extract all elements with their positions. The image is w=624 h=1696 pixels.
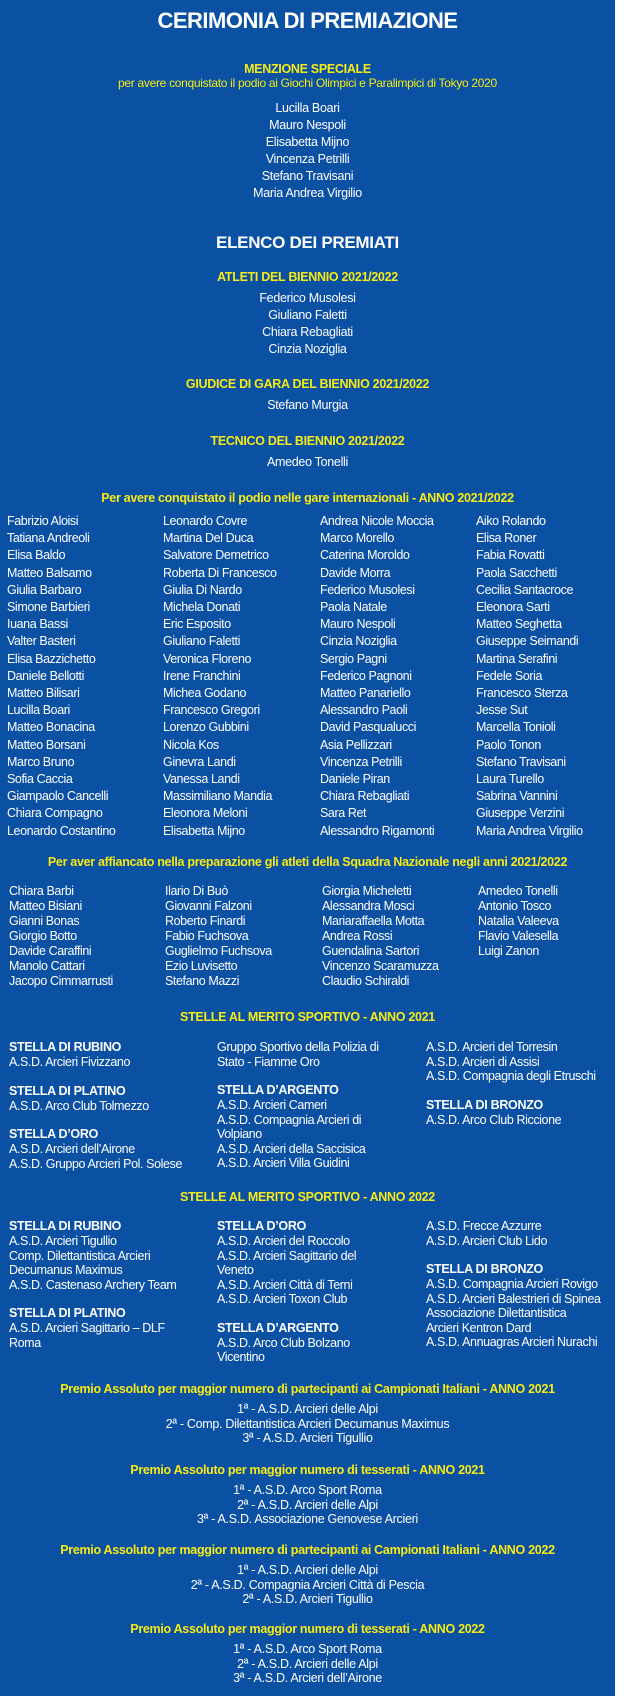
list-item: Alessandra Mosci [322, 899, 415, 913]
award-recipient: A.S.D. Arcieri Villa Guidini [217, 1156, 350, 1170]
list-item: 2ª - A.S.D. Arcieri delle Alpi [237, 1656, 378, 1671]
list-item: Jesse Sut [476, 703, 528, 718]
award-group [9, 1084, 209, 1114]
award-recipient: Gruppo Sportivo della Polizia di [217, 1040, 379, 1054]
list-item: Paolo Tonon [476, 737, 541, 752]
giudice-section [0, 377, 615, 414]
list-item: Matteo Borsani [7, 737, 86, 752]
list-item: Irene Franchini [163, 668, 241, 683]
list-item: Matteo Bilisari [7, 686, 80, 701]
award-recipient: Roma [9, 1335, 41, 1350]
list-item: Elisa Baldo [7, 548, 66, 563]
list-item: Asia Pellizzari [320, 737, 392, 752]
list-item: Giorgia Micheletti [322, 884, 412, 898]
list-item: Jacopo Cimmarrusti [9, 974, 113, 988]
award-title: STELLA DI BRONZO [426, 1262, 543, 1276]
award-recipient: A.S.D. Gruppo Arcieri Pol. Solese [9, 1156, 182, 1171]
list-item: Matteo Seghetta [476, 617, 562, 632]
award-title: STELLA DI RUBINO [9, 1040, 122, 1054]
stelle2021-column [9, 1040, 209, 1171]
list-item: Michea Godano [163, 686, 247, 701]
page-title: CERIMONIA DI PREMIAZIONE [157, 8, 458, 33]
list-item: Francesco Sterza [476, 686, 568, 701]
award-recipient: A.S.D. Arcieri del Roccolo [217, 1234, 350, 1248]
menzione-names [0, 100, 615, 202]
atleti-heading: ATLETI DEL BIENNIO 2021/2022 [217, 270, 398, 284]
affiancato-column [478, 884, 559, 959]
award-recipient: Volpiano [217, 1127, 262, 1141]
list-item: Guglielmo Fuchsova [165, 944, 272, 958]
list-item: Guendalina Sartori [322, 944, 420, 958]
list-item: Maria Andrea Virgilio [253, 186, 362, 200]
award-title: STELLA DI RUBINO [9, 1219, 122, 1233]
list-item: Elisabetta Mijno [265, 135, 350, 149]
premio-items [0, 1642, 615, 1686]
award-title: STELLA D’ORO [9, 1127, 98, 1141]
list-item: Giulia Barbaro [7, 582, 82, 597]
menzione-section [0, 62, 615, 202]
list-item: Lorenzo Gubbini [163, 720, 249, 735]
award-recipient: A.S.D. Arco Club Riccione [426, 1112, 562, 1127]
premio-heading: Premio Assoluto per maggior numero di partecipanti ai Campionati Italiani - ANNO 2021 [60, 1382, 555, 1396]
affiancato-section [0, 855, 615, 869]
list-item: 2ª - A.S.D. Arcieri delle Alpi [237, 1497, 378, 1512]
premio-2022-tesserati [0, 1622, 615, 1686]
stelle2021-column [217, 1040, 417, 1171]
list-item: Elisabetta Mijno [163, 823, 245, 838]
award-group [9, 1219, 209, 1292]
award-title: STELLA D’ORO [217, 1219, 306, 1233]
premio-2021-partecipanti [0, 1382, 615, 1446]
list-item: Davide Caraffini [9, 944, 92, 958]
list-item: Laura Turello [476, 772, 544, 787]
award-recipient: A.S.D. Arcieri della Saccisica [217, 1141, 366, 1156]
list-item: Veronica Floreno [163, 651, 252, 666]
atleti-names [0, 290, 615, 358]
award-recipient: A.S.D. Arco Club Bolzano [217, 1335, 350, 1350]
list-item: Alessandro Paoli [320, 703, 408, 718]
list-item: Ezio Luvisetto [165, 959, 238, 973]
list-item: Massimiliano Mandia [163, 789, 273, 804]
list-item: Fedele Soria [476, 668, 543, 683]
podio-section [0, 491, 615, 505]
list-item: Giuliano Faletti [268, 308, 347, 322]
list-item: Giuseppe Verzini [476, 806, 565, 821]
list-item: Stefano Travisani [261, 169, 354, 183]
list-item: 2ª - A.S.D. Arcieri Tigullio [242, 1592, 373, 1606]
award-recipient: A.S.D. Arcieri Sagittario – DLF [9, 1321, 165, 1335]
award-group [217, 1040, 417, 1069]
list-item: Vanessa Landi [163, 772, 240, 787]
award-recipient: Decumanus Maximus [9, 1263, 123, 1277]
list-item: Claudio Schiraldi [322, 974, 409, 988]
list-item: Flavio Valesella [478, 929, 559, 943]
stelle2021-section [0, 1010, 615, 1024]
award-recipient: A.S.D. Compagnia Arcieri di [217, 1112, 362, 1127]
list-item: Salvatore Demetrico [163, 548, 269, 563]
tecnico-heading: TECNICO DEL BIENNIO 2021/2022 [210, 434, 405, 448]
list-item: Andrea Nicole Moccia [320, 514, 434, 528]
award-recipient: A.S.D. Frecce Azzurre [426, 1219, 542, 1233]
list-item: Sabrina Vannini [476, 789, 558, 804]
list-item: Amedeo Tonelli [478, 884, 558, 898]
list-item: Michela Donati [163, 600, 241, 615]
list-item: Giulia Di Nardo [163, 582, 242, 597]
list-item: Paola Sacchetti [476, 565, 557, 580]
list-item: Giuliano Faletti [163, 634, 240, 649]
list-item: Chiara Rebagliati [262, 325, 353, 339]
award-recipient: A.S.D. Arcieri Cameri [217, 1098, 327, 1112]
podio-column [163, 513, 277, 840]
list-item: Mauro Nespoli [320, 617, 396, 632]
premio-items [0, 1402, 615, 1446]
list-item: Iuana Bassi [7, 617, 68, 632]
list-item: Marco Bruno [7, 754, 75, 769]
list-item: Giovanni Falzoni [165, 899, 252, 913]
list-item: Marcella Tonioli [476, 720, 556, 735]
list-item: Leonardo Costantino [7, 823, 116, 838]
menzione-subtitle: per avere conquistato il podio ai Giochi Olimpici e Paralimpici di Tokyo 2020 [118, 76, 497, 90]
list-item: Valter Basteri [7, 634, 76, 649]
list-item: Matteo Panariello [320, 686, 411, 701]
list-item: Eleonora Meloni [163, 806, 248, 821]
list-item: Amedeo Tonelli [266, 455, 349, 469]
award-recipient: Veneto [217, 1263, 254, 1277]
tecnico-section [0, 434, 615, 471]
award-group [426, 1219, 616, 1248]
stelle2022-column [217, 1219, 417, 1365]
list-item: Vincenzo Scaramuzza [322, 959, 439, 973]
stelle2022-section [0, 1190, 615, 1204]
award-group [426, 1040, 616, 1084]
list-item: Elisa Roner [476, 531, 537, 546]
list-item: Giampaolo Cancelli [7, 789, 109, 804]
award-group [426, 1262, 616, 1350]
list-item: Manolo Cattari [9, 959, 85, 973]
award-recipient: A.S.D. Arcieri del Torresin [426, 1040, 558, 1054]
list-item: Ginevra Landi [163, 754, 236, 769]
list-item: Davide Morra [320, 565, 391, 580]
stelle2022-column [426, 1219, 616, 1350]
award-recipient: A.S.D. Annuagras Arcieri Nurachi [426, 1335, 598, 1349]
award-title: STELLA D’ARGENTO [217, 1320, 339, 1335]
list-item: Daniele Piran [320, 772, 390, 787]
list-item: 3ª - A.S.D. Arcieri dell’Airone [233, 1671, 382, 1685]
stelle2022-column [9, 1219, 209, 1350]
elenco-section [0, 233, 615, 253]
list-item: Aiko Rolando [476, 514, 546, 528]
list-item: Stefano Murgia [267, 398, 348, 412]
award-title: STELLA DI PLATINO [9, 1306, 126, 1320]
list-item: Martina Serafini [476, 651, 558, 666]
list-item: Stefano Travisani [476, 754, 566, 769]
stelle2021-column [426, 1040, 616, 1127]
award-group [217, 1219, 417, 1307]
list-item: Andrea Rossi [322, 929, 393, 943]
list-item: Daniele Bellotti [7, 668, 84, 683]
list-item: Roberta Di Francesco [163, 565, 277, 580]
award-recipient: Arcieri Kentron Dard [426, 1320, 532, 1335]
award-recipient: A.S.D. Arcieri Club Lido [426, 1233, 548, 1248]
giudice-heading: GIUDICE DI GARA DEL BIENNIO 2021/2022 [185, 377, 430, 391]
premio-items [0, 1483, 615, 1527]
list-item: Mariaraffaella Motta [322, 914, 425, 928]
award-group [217, 1083, 417, 1171]
list-item: Francesco Gregori [163, 703, 260, 718]
award-title: STELLA DI PLATINO [9, 1083, 126, 1098]
podio-column [320, 513, 434, 840]
list-item: Matteo Bonacina [7, 720, 95, 735]
atleti-section [0, 270, 615, 358]
list-item: Antonio Tosco [478, 899, 552, 913]
award-recipient: A.S.D. Castenaso Archery Team [9, 1277, 177, 1292]
list-item: Alessandro Rigamonti [320, 823, 435, 838]
list-item: Chiara Barbi [9, 884, 74, 898]
list-item: 1ª - A.S.D. Arco Sport Roma [233, 1642, 382, 1656]
list-item: 1ª - A.S.D. Arcieri delle Alpi [237, 1402, 378, 1416]
list-item: Sara Ret [320, 806, 367, 821]
list-item: Eleonora Sarti [476, 600, 550, 615]
list-item: Fabia Rovatti [476, 548, 545, 563]
list-item: Cecilia Santacroce [476, 582, 574, 597]
podio-heading: Per avere conquistato il podio nelle gare internazionali - ANNO 2021/2022 [101, 491, 514, 505]
list-item: 2ª - Comp. Dilettantistica Arcieri Decumanus Maximus [165, 1416, 450, 1431]
list-item: Matteo Bisiani [9, 899, 82, 913]
award-group [9, 1127, 209, 1171]
award-recipient: A.S.D. Arcieri Tigullio [9, 1234, 117, 1248]
award-recipient: Associazione Dilettantistica [426, 1306, 567, 1320]
list-item: Elisa Bazzichetto [7, 651, 96, 666]
stelle2021-heading: STELLE AL MERITO SPORTIVO - ANNO 2021 [180, 1010, 435, 1024]
stelle2022-heading: STELLE AL MERITO SPORTIVO - ANNO 2022 [180, 1190, 435, 1204]
award-title: STELLA DI BRONZO [426, 1097, 543, 1112]
list-item: 2ª - A.S.D. Compagnia Arcieri Città di Pescia [190, 1577, 425, 1592]
list-item: Caterina Moroldo [320, 548, 410, 563]
list-item: Fabio Fuchsova [165, 929, 249, 943]
list-item: Sergio Pagni [320, 651, 387, 666]
list-item: Vincenza Petrilli [320, 754, 402, 769]
list-item: Lucilla Boari [275, 101, 340, 115]
affiancato-heading: Per aver affiancato nella preparazione gli atleti della Squadra Nazionale negli anni 2021/2022 [47, 855, 568, 869]
award-recipient: Comp. Dilettantistica Arcieri [9, 1248, 151, 1263]
giudice-names [0, 397, 615, 414]
list-item: Gianni Bonas [9, 914, 80, 928]
list-item: Federico Musolesi [320, 582, 415, 597]
list-item: Tatiana Andreoli [7, 531, 90, 546]
list-item: Martina Del Duca [163, 531, 254, 546]
award-recipient: A.S.D. Arcieri Sagittario del [217, 1248, 357, 1263]
premio-items [0, 1563, 615, 1607]
podio-column [7, 513, 115, 840]
tecnico-names [0, 454, 615, 471]
list-item: Ilario Di Buò [165, 884, 228, 898]
premio-heading: Premio Assoluto per maggior numero di tesserati - ANNO 2022 [130, 1622, 485, 1636]
title-section [0, 0, 615, 38]
list-item: Chiara Rebagliati [320, 789, 410, 804]
award-recipient: A.S.D. Arcieri di Assisi [426, 1054, 540, 1069]
list-item: Paola Natale [320, 600, 387, 615]
list-item: Vincenza Petrilli [265, 152, 350, 166]
award-group [217, 1321, 417, 1365]
list-item: Natalia Valeeva [478, 914, 559, 928]
affiancato-column [322, 884, 439, 989]
list-item: Federico Pagnoni [320, 668, 412, 683]
list-item: Simone Barbieri [7, 600, 90, 615]
list-item: Luigi Zanon [478, 944, 539, 958]
list-item: Fabrizio Aloisi [7, 514, 79, 528]
menzione-heading: MENZIONE SPECIALE [244, 62, 371, 76]
award-title: STELLA D’ARGENTO [217, 1083, 339, 1097]
list-item: 1ª - A.S.D. Arcieri delle Alpi [237, 1563, 378, 1577]
award-recipient: Stato - Fiamme Oro [217, 1054, 320, 1069]
list-item: Lucilla Boari [7, 703, 70, 718]
list-item: Chiara Compagno [7, 806, 103, 821]
podio-column [476, 513, 583, 840]
award-recipient: A.S.D. Arcieri Toxon Club [217, 1292, 348, 1306]
list-item: Nicola Kos [163, 737, 219, 752]
award-recipient: A.S.D. Arco Club Tolmezzo [9, 1098, 149, 1113]
premio-2021-tesserati [0, 1463, 615, 1527]
list-item: 1ª - A.S.D. Arco Sport Roma [233, 1483, 382, 1497]
affiancato-column [9, 884, 113, 989]
award-group [426, 1098, 616, 1128]
list-item: Stefano Mazzi [165, 974, 240, 988]
list-item: Giuseppe Seimandi [476, 634, 579, 649]
list-item: Matteo Balsamo [7, 565, 92, 580]
list-item: Federico Musolesi [259, 291, 356, 305]
list-item: Roberto Finardi [165, 914, 246, 928]
award-recipient: Vicentino [217, 1350, 265, 1364]
award-recipient: A.S.D. Arcieri Città di Terni [217, 1277, 353, 1292]
list-item: Mauro Nespoli [269, 118, 346, 132]
list-item: Leonardo Covre [163, 514, 248, 528]
award-recipient: A.S.D. Compagnia degli Etruschi [426, 1069, 596, 1083]
list-item: Cinzia Noziglia [320, 634, 397, 649]
right-edge-strip [615, 0, 624, 1696]
award-recipient: A.S.D. Arcieri dell’Airone [9, 1142, 135, 1156]
award-group [9, 1040, 209, 1070]
premio-heading: Premio Assoluto per maggior numero di tesserati - ANNO 2021 [130, 1463, 485, 1477]
list-item: Marco Morello [320, 531, 394, 546]
list-item: 3ª - A.S.D. Associazione Genovese Arcieri [197, 1512, 418, 1526]
list-item: Sofia Caccia [7, 772, 73, 787]
list-item: Giorgio Botto [9, 929, 77, 943]
list-item: David Pasqualucci [320, 720, 417, 735]
award-recipient: A.S.D. Arcieri Fivizzano [9, 1055, 130, 1069]
affiancato-column [165, 884, 272, 989]
award-recipient: A.S.D. Arcieri Balestrieri di Spinea [426, 1291, 601, 1306]
premio-heading: Premio Assoluto per maggior numero di partecipanti ai Campionati Italiani - ANNO 2022 [60, 1543, 555, 1557]
list-item: 3ª - A.S.D. Arcieri Tigullio [242, 1431, 373, 1445]
premio-2022-partecipanti [0, 1543, 615, 1607]
elenco-title: ELENCO DEI PREMIATI [216, 233, 399, 252]
award-recipient: A.S.D. Compagnia Arcieri Rovigo [426, 1277, 598, 1291]
list-item: Cinzia Noziglia [268, 342, 347, 356]
award-group [9, 1306, 209, 1350]
list-item: Maria Andrea Virgilio [476, 823, 583, 838]
list-item: Eric Esposito [163, 617, 231, 632]
